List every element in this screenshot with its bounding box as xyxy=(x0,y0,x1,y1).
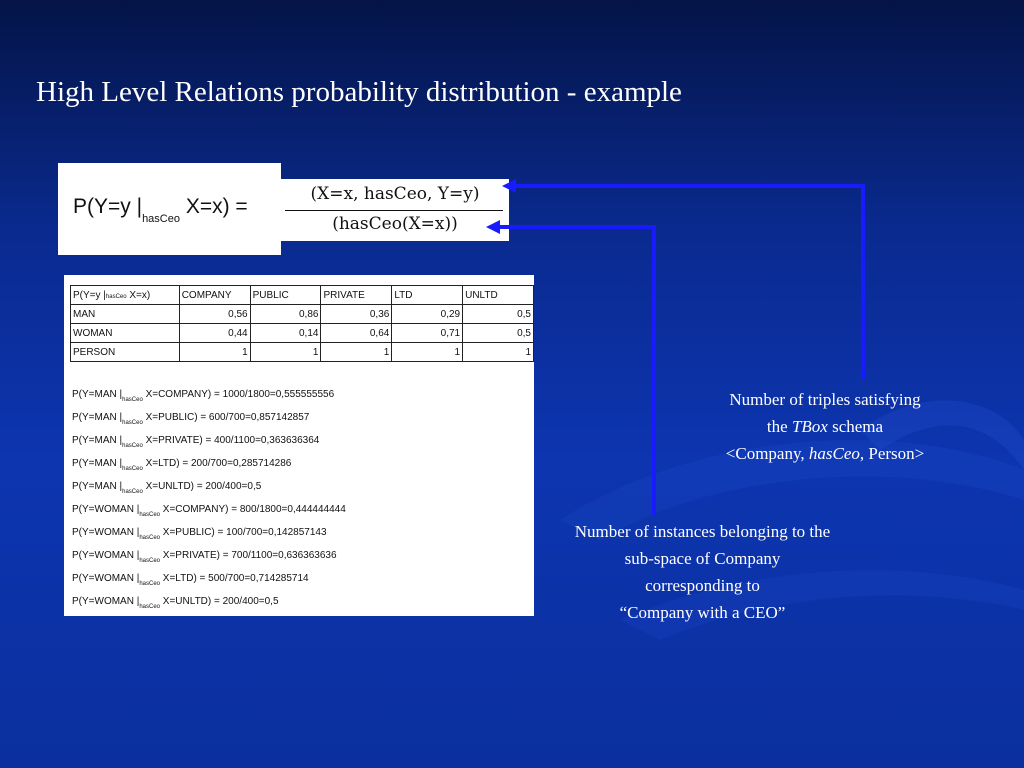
table-row xyxy=(71,324,534,343)
table-cell: 1 xyxy=(250,343,321,362)
table-cell: 0,5 xyxy=(463,324,534,343)
table-cell: 0,71 xyxy=(392,324,463,343)
formula-lhs-box xyxy=(58,163,281,255)
formula-lhs-prefix: P(Y=y | xyxy=(73,195,143,218)
formula-denominator: (hasCeo(X=x)) xyxy=(332,214,458,234)
table-cell: 0,14 xyxy=(250,324,321,343)
row-label: WOMAN xyxy=(71,324,180,343)
calculation-row: P(Y=MAN $|_{hasCeo}$ X=UNLTD) = 200/400=0,5 xyxy=(72,481,262,495)
header-prefix: P(Y=y | xyxy=(73,289,106,301)
instances-note xyxy=(530,518,875,626)
column-header: PRIVATE xyxy=(321,286,392,305)
header-sub: hasCeo xyxy=(105,293,127,300)
table-cell: 1 xyxy=(321,343,392,362)
column-header: COMPANY xyxy=(179,286,250,305)
column-header: UNLTD xyxy=(463,286,534,305)
table-cell: 0,5 xyxy=(463,305,534,324)
calculation-row: P(Y=MAN $|_{hasCeo}$ X=COMPANY) = 1000/1800=0,555555556 xyxy=(72,389,335,403)
probability-table-panel xyxy=(64,275,534,616)
calculation-row: P(Y=MAN $|_{hasCeo}$ X=LTD) = 200/700=0,285714286 xyxy=(72,458,292,472)
formula-lhs-suffix: X=x) = xyxy=(179,195,248,218)
calculation-row: P(Y=WOMAN $|_{hasCeo}$ X=PRIVATE) = 700/1100=0,636363636 xyxy=(72,550,337,564)
column-header: LTD xyxy=(392,286,463,305)
table-cell: 0,29 xyxy=(392,305,463,324)
table-cell: 0,86 xyxy=(250,305,321,324)
fraction-line xyxy=(285,210,503,211)
instances-note-line: Number of instances belonging to the xyxy=(574,522,831,541)
slide-title: High Level Relations probability distribution - example xyxy=(36,76,682,108)
calculation-list xyxy=(72,388,346,618)
probability-table xyxy=(70,285,534,362)
tbox-note xyxy=(690,386,960,467)
table-cell: 1 xyxy=(392,343,463,362)
table-cell: 0,36 xyxy=(321,305,392,324)
formula-numerator: (X=x, hasCeo, Y=y) xyxy=(310,184,480,204)
calculation-row: P(Y=MAN $|_{hasCeo}$ X=PUBLIC) = 600/700=0,857142857 xyxy=(72,412,310,426)
instances-note-line: corresponding to xyxy=(645,576,760,595)
calculation-row: P(Y=WOMAN $|_{hasCeo}$ X=PUBLIC) = 100/700=0,142857143 xyxy=(72,527,327,541)
column-header: PUBLIC xyxy=(250,286,321,305)
calculation-row: P(Y=WOMAN $|_{hasCeo}$ X=UNLTD) = 200/400=0,5 xyxy=(72,596,279,610)
table-row xyxy=(71,305,534,324)
tbox-note-line2: the TBox schema xyxy=(766,417,884,436)
table-cell: 0,44 xyxy=(179,324,250,343)
tbox-note-line1: Number of triples satisfying xyxy=(729,390,921,409)
calculation-row: P(Y=MAN $|_{hasCeo}$ X=PRIVATE) = 400/1100=0,363636364 xyxy=(72,435,320,449)
calculation-row: P(Y=WOMAN $|_{hasCeo}$ X=COMPANY) = 800/1800=0,444444444 xyxy=(72,504,346,518)
instances-note-line: sub-space of Company xyxy=(624,549,781,568)
header-suffix: X=x) xyxy=(126,289,151,301)
row-label: MAN xyxy=(71,305,180,324)
tbox-note-line3: <Company, hasCeo, Person> xyxy=(725,444,925,463)
table-cell: 1 xyxy=(463,343,534,362)
formula-lhs xyxy=(73,195,248,225)
row-label: PERSON xyxy=(71,343,180,362)
table-header-cell xyxy=(71,286,180,305)
calculation-row: P(Y=WOMAN $|_{hasCeo}$ X=LTD) = 500/700=0,714285714 xyxy=(72,573,309,587)
table-cell: 0,56 xyxy=(179,305,250,324)
table-cell: 0,64 xyxy=(321,324,392,343)
formula-fraction-box xyxy=(281,179,509,241)
table-row xyxy=(71,343,534,362)
table-header-row xyxy=(71,286,534,305)
table-cell: 1 xyxy=(179,343,250,362)
formula-lhs-sub: hasCeo xyxy=(142,213,180,225)
instances-note-line: “Company with a CEO” xyxy=(619,603,786,622)
